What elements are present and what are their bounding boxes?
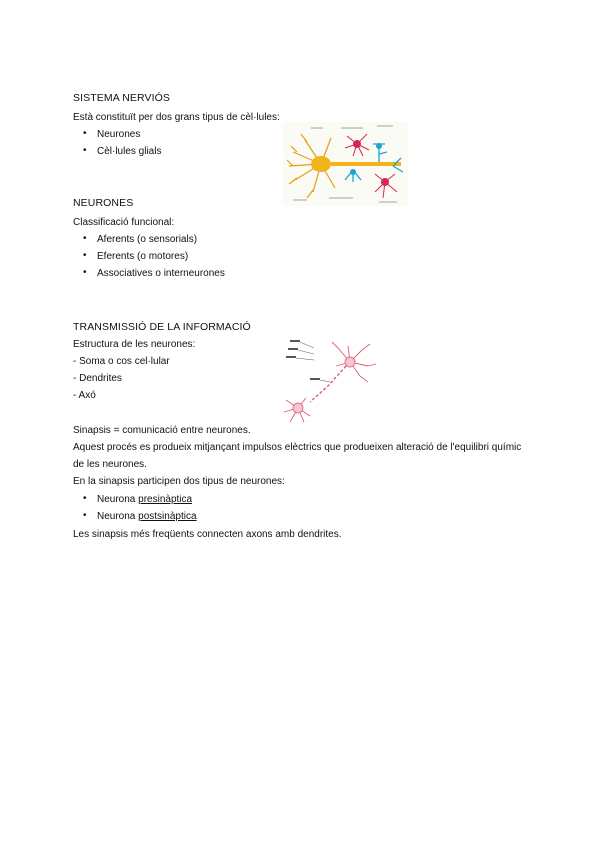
- neuron-prefix: Neurona: [97, 494, 136, 505]
- section3-intro: Estructura de les neurones:: [73, 339, 196, 350]
- bullet-dot: •: [83, 493, 87, 504]
- bullet-dot: •: [83, 128, 87, 139]
- closing-sentence: Les sinapsis més freqüents connecten axons amb dendrites.: [73, 529, 342, 540]
- bullet-dot: •: [83, 233, 87, 244]
- structure-item: - Dendrites: [73, 373, 122, 384]
- list-item: Eferents (o motores): [97, 251, 189, 262]
- structure-item: - Axó: [73, 390, 96, 401]
- neuron-prefix: Neurona: [97, 511, 136, 522]
- list-item: Aferents (o sensorials): [97, 234, 198, 245]
- bullet-dot: •: [83, 250, 87, 261]
- bullet-dot: •: [83, 510, 87, 521]
- bullet-dot: •: [83, 267, 87, 278]
- list-item: Associatives o interneurones: [97, 268, 225, 279]
- list-item: Neurones: [97, 129, 141, 140]
- section1-intro: Està constituït per dos grans tipus de cèl·lules:: [73, 112, 280, 123]
- list-item: Cèl·lules glials: [97, 146, 162, 157]
- process-line-1: Aquest procés es produeix mitjançant impulsos elèctrics que produeixen alteració de l'equilibri químic: [73, 442, 522, 453]
- section-title-sistema-nervios: SISTEMA NERVIÓS: [73, 92, 170, 104]
- structure-item: - Soma o cos cel·lular: [73, 356, 170, 367]
- neuron-type-postsinaptica: postsinàptica: [138, 511, 197, 522]
- neuron-structure-diagram: [280, 336, 380, 428]
- list-item: [97, 510, 197, 523]
- neuron-glia-illustration: [283, 122, 408, 206]
- synapse-definition: Sinapsis = comunicació entre neurones.: [73, 425, 251, 436]
- neuron-type-presinaptica: presinàptica: [138, 494, 193, 505]
- process-line-2: de les neurones.: [73, 459, 147, 470]
- section-title-transmissio: TRANSMISSIÓ DE LA INFORMACIÓ: [73, 321, 251, 333]
- bullet-dot: •: [83, 145, 87, 156]
- section2-intro: Classificació funcional:: [73, 217, 175, 228]
- participants-intro: En la sinapsis participen dos tipus de neurones:: [73, 476, 285, 487]
- section-title-neurones: NEURONES: [73, 197, 134, 209]
- list-item: [97, 493, 192, 506]
